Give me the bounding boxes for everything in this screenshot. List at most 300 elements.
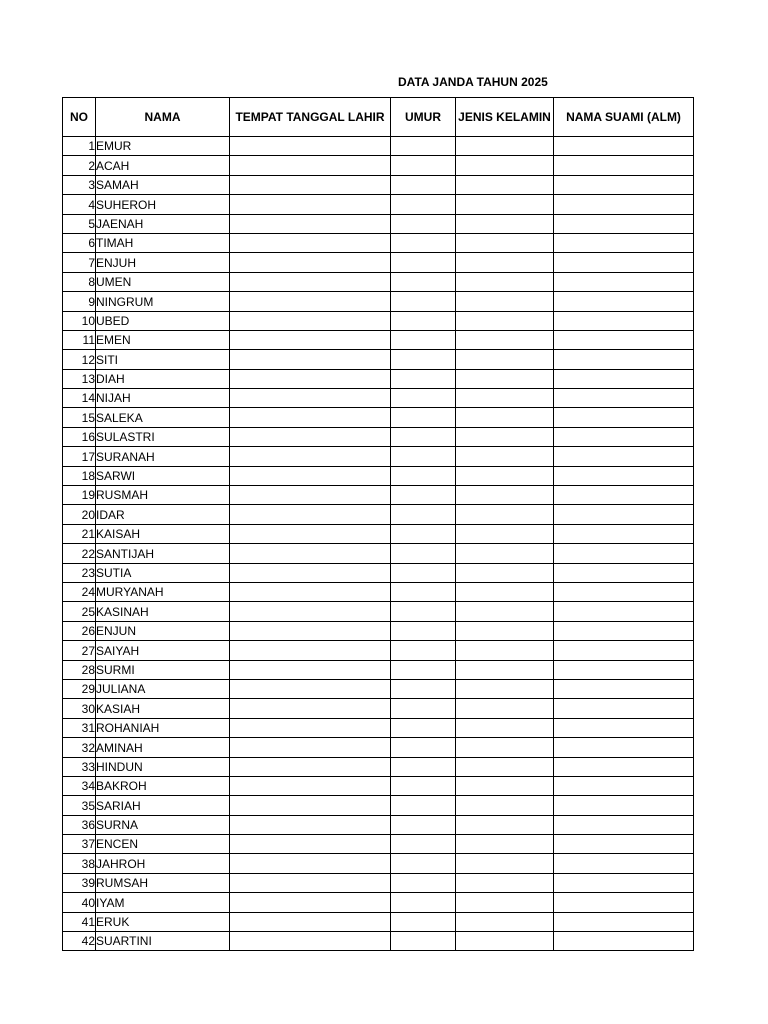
- cell-jenis-kelamin: [456, 156, 554, 175]
- cell-nama-suami: [554, 427, 694, 446]
- cell-nama: ROHANIAH: [96, 718, 230, 737]
- cell-nama-suami: [554, 272, 694, 291]
- cell-nama-suami: [554, 718, 694, 737]
- cell-tempat-tanggal-lahir: [230, 932, 391, 951]
- cell-nama: KASINAH: [96, 602, 230, 621]
- cell-no: 10: [63, 311, 96, 330]
- cell-umur: [391, 524, 456, 543]
- cell-nama: MURYANAH: [96, 582, 230, 601]
- cell-tempat-tanggal-lahir: [230, 621, 391, 640]
- cell-umur: [391, 699, 456, 718]
- cell-nama-suami: [554, 292, 694, 311]
- cell-nama: NIJAH: [96, 389, 230, 408]
- cell-nama: JAHROH: [96, 854, 230, 873]
- cell-jenis-kelamin: [456, 427, 554, 446]
- cell-umur: [391, 582, 456, 601]
- cell-tempat-tanggal-lahir: [230, 330, 391, 349]
- cell-no: 17: [63, 447, 96, 466]
- cell-tempat-tanggal-lahir: [230, 582, 391, 601]
- cell-no: 23: [63, 563, 96, 582]
- cell-umur: [391, 893, 456, 912]
- cell-jenis-kelamin: [456, 389, 554, 408]
- cell-jenis-kelamin: [456, 466, 554, 485]
- table-row: [63, 679, 694, 698]
- header-nama: NAMA: [96, 98, 230, 137]
- cell-nama-suami: [554, 195, 694, 214]
- cell-nama-suami: [554, 311, 694, 330]
- cell-nama: SARWI: [96, 466, 230, 485]
- cell-nama-suami: [554, 641, 694, 660]
- cell-jenis-kelamin: [456, 893, 554, 912]
- cell-umur: [391, 408, 456, 427]
- cell-no: 22: [63, 544, 96, 563]
- cell-jenis-kelamin: [456, 815, 554, 834]
- cell-no: 26: [63, 621, 96, 640]
- cell-jenis-kelamin: [456, 679, 554, 698]
- cell-nama-suami: [554, 932, 694, 951]
- cell-no: 36: [63, 815, 96, 834]
- cell-jenis-kelamin: [456, 544, 554, 563]
- cell-tempat-tanggal-lahir: [230, 233, 391, 252]
- cell-nama: KASIAH: [96, 699, 230, 718]
- cell-nama: ACAH: [96, 156, 230, 175]
- cell-umur: [391, 835, 456, 854]
- table-row: [63, 466, 694, 485]
- cell-umur: [391, 137, 456, 156]
- cell-nama-suami: [554, 912, 694, 931]
- cell-nama: SUTIA: [96, 563, 230, 582]
- table-header: [63, 98, 694, 137]
- table-row: [63, 233, 694, 252]
- cell-jenis-kelamin: [456, 350, 554, 369]
- cell-nama: SULASTRI: [96, 427, 230, 446]
- table-row: [63, 137, 694, 156]
- cell-no: 3: [63, 175, 96, 194]
- cell-nama-suami: [554, 408, 694, 427]
- cell-no: 1: [63, 137, 96, 156]
- cell-tempat-tanggal-lahir: [230, 350, 391, 369]
- cell-tempat-tanggal-lahir: [230, 505, 391, 524]
- cell-nama: SURMI: [96, 660, 230, 679]
- cell-nama-suami: [554, 137, 694, 156]
- cell-no: 13: [63, 369, 96, 388]
- table-row: [63, 350, 694, 369]
- table-row: [63, 699, 694, 718]
- cell-jenis-kelamin: [456, 137, 554, 156]
- cell-jenis-kelamin: [456, 272, 554, 291]
- cell-umur: [391, 932, 456, 951]
- cell-jenis-kelamin: [456, 563, 554, 582]
- cell-jenis-kelamin: [456, 621, 554, 640]
- cell-jenis-kelamin: [456, 408, 554, 427]
- cell-nama-suami: [554, 369, 694, 388]
- table-row: [63, 738, 694, 757]
- cell-no: 2: [63, 156, 96, 175]
- cell-umur: [391, 389, 456, 408]
- cell-tempat-tanggal-lahir: [230, 389, 391, 408]
- cell-nama: ENJUN: [96, 621, 230, 640]
- cell-nama: JULIANA: [96, 679, 230, 698]
- table-row: [63, 641, 694, 660]
- table-row: [63, 486, 694, 505]
- cell-nama-suami: [554, 602, 694, 621]
- table-row: [63, 175, 694, 194]
- cell-no: 35: [63, 796, 96, 815]
- cell-nama: ERUK: [96, 912, 230, 931]
- cell-tempat-tanggal-lahir: [230, 195, 391, 214]
- cell-umur: [391, 253, 456, 272]
- cell-nama: SANTIJAH: [96, 544, 230, 563]
- cell-umur: [391, 427, 456, 446]
- cell-nama-suami: [554, 796, 694, 815]
- table-row: [63, 912, 694, 931]
- table-row: [63, 602, 694, 621]
- table-row: [63, 893, 694, 912]
- header-umur: UMUR: [391, 98, 456, 137]
- cell-nama: UMEN: [96, 272, 230, 291]
- cell-no: 42: [63, 932, 96, 951]
- cell-no: 30: [63, 699, 96, 718]
- cell-jenis-kelamin: [456, 292, 554, 311]
- cell-tempat-tanggal-lahir: [230, 563, 391, 582]
- cell-tempat-tanggal-lahir: [230, 214, 391, 233]
- cell-jenis-kelamin: [456, 776, 554, 795]
- table-row: [63, 621, 694, 640]
- cell-nama: SUHEROH: [96, 195, 230, 214]
- cell-tempat-tanggal-lahir: [230, 835, 391, 854]
- table-row: [63, 582, 694, 601]
- table-row: [63, 796, 694, 815]
- cell-nama-suami: [554, 738, 694, 757]
- cell-no: 21: [63, 524, 96, 543]
- cell-no: 24: [63, 582, 96, 601]
- table-row: [63, 330, 694, 349]
- cell-nama: KAISAH: [96, 524, 230, 543]
- cell-tempat-tanggal-lahir: [230, 699, 391, 718]
- cell-nama-suami: [554, 486, 694, 505]
- cell-umur: [391, 350, 456, 369]
- cell-nama: BAKROH: [96, 776, 230, 795]
- cell-nama-suami: [554, 175, 694, 194]
- cell-jenis-kelamin: [456, 330, 554, 349]
- cell-no: 25: [63, 602, 96, 621]
- cell-nama-suami: [554, 544, 694, 563]
- cell-nama: RUSMAH: [96, 486, 230, 505]
- table-row: [63, 660, 694, 679]
- cell-umur: [391, 621, 456, 640]
- cell-no: 18: [63, 466, 96, 485]
- table-row: [63, 447, 694, 466]
- cell-nama: AMINAH: [96, 738, 230, 757]
- cell-umur: [391, 912, 456, 931]
- cell-umur: [391, 563, 456, 582]
- cell-tempat-tanggal-lahir: [230, 912, 391, 931]
- table-row: [63, 873, 694, 892]
- table-row: [63, 214, 694, 233]
- cell-nama-suami: [554, 563, 694, 582]
- cell-tempat-tanggal-lahir: [230, 679, 391, 698]
- cell-jenis-kelamin: [456, 214, 554, 233]
- cell-no: 41: [63, 912, 96, 931]
- cell-jenis-kelamin: [456, 873, 554, 892]
- cell-no: 5: [63, 214, 96, 233]
- cell-jenis-kelamin: [456, 233, 554, 252]
- cell-umur: [391, 544, 456, 563]
- cell-nama-suami: [554, 214, 694, 233]
- cell-tempat-tanggal-lahir: [230, 447, 391, 466]
- cell-umur: [391, 486, 456, 505]
- cell-tempat-tanggal-lahir: [230, 738, 391, 757]
- cell-umur: [391, 641, 456, 660]
- cell-umur: [391, 195, 456, 214]
- cell-tempat-tanggal-lahir: [230, 292, 391, 311]
- cell-no: 19: [63, 486, 96, 505]
- cell-nama-suami: [554, 330, 694, 349]
- cell-jenis-kelamin: [456, 369, 554, 388]
- cell-nama: RUMSAH: [96, 873, 230, 892]
- cell-nama-suami: [554, 893, 694, 912]
- table-row: [63, 272, 694, 291]
- cell-jenis-kelamin: [456, 486, 554, 505]
- cell-jenis-kelamin: [456, 602, 554, 621]
- cell-umur: [391, 796, 456, 815]
- cell-jenis-kelamin: [456, 912, 554, 931]
- cell-tempat-tanggal-lahir: [230, 486, 391, 505]
- table-row: [63, 932, 694, 951]
- cell-nama: IYAM: [96, 893, 230, 912]
- cell-tempat-tanggal-lahir: [230, 156, 391, 175]
- widow-data-table: [62, 97, 694, 951]
- header-tempat-tanggal-lahir: TEMPAT TANGGAL LAHIR: [230, 98, 391, 137]
- table-row: [63, 156, 694, 175]
- cell-nama: SITI: [96, 350, 230, 369]
- cell-tempat-tanggal-lahir: [230, 524, 391, 543]
- cell-umur: [391, 369, 456, 388]
- cell-umur: [391, 660, 456, 679]
- cell-nama-suami: [554, 679, 694, 698]
- table-row: [63, 815, 694, 834]
- cell-umur: [391, 466, 456, 485]
- cell-nama: TIMAH: [96, 233, 230, 252]
- cell-no: 8: [63, 272, 96, 291]
- cell-umur: [391, 214, 456, 233]
- cell-nama-suami: [554, 505, 694, 524]
- cell-tempat-tanggal-lahir: [230, 466, 391, 485]
- table-row: [63, 292, 694, 311]
- cell-tempat-tanggal-lahir: [230, 718, 391, 737]
- cell-no: 11: [63, 330, 96, 349]
- table-row: [63, 311, 694, 330]
- table-row: [63, 389, 694, 408]
- document-title: DATA JANDA TAHUN 2025: [398, 75, 548, 89]
- cell-tempat-tanggal-lahir: [230, 893, 391, 912]
- cell-jenis-kelamin: [456, 582, 554, 601]
- cell-nama-suami: [554, 582, 694, 601]
- cell-jenis-kelamin: [456, 718, 554, 737]
- cell-nama-suami: [554, 854, 694, 873]
- cell-umur: [391, 718, 456, 737]
- cell-umur: [391, 757, 456, 776]
- cell-tempat-tanggal-lahir: [230, 311, 391, 330]
- cell-no: 37: [63, 835, 96, 854]
- cell-umur: [391, 602, 456, 621]
- cell-tempat-tanggal-lahir: [230, 854, 391, 873]
- cell-umur: [391, 175, 456, 194]
- cell-jenis-kelamin: [456, 505, 554, 524]
- cell-jenis-kelamin: [456, 932, 554, 951]
- cell-nama: HINDUN: [96, 757, 230, 776]
- cell-jenis-kelamin: [456, 738, 554, 757]
- cell-jenis-kelamin: [456, 641, 554, 660]
- cell-nama-suami: [554, 815, 694, 834]
- cell-nama: SAIYAH: [96, 641, 230, 660]
- cell-umur: [391, 776, 456, 795]
- cell-nama: DIAH: [96, 369, 230, 388]
- cell-tempat-tanggal-lahir: [230, 408, 391, 427]
- table-row: [63, 408, 694, 427]
- cell-umur: [391, 311, 456, 330]
- cell-umur: [391, 505, 456, 524]
- cell-tempat-tanggal-lahir: [230, 253, 391, 272]
- cell-nama-suami: [554, 621, 694, 640]
- cell-nama-suami: [554, 233, 694, 252]
- table-body: [63, 137, 694, 951]
- cell-no: 31: [63, 718, 96, 737]
- cell-tempat-tanggal-lahir: [230, 602, 391, 621]
- cell-nama-suami: [554, 699, 694, 718]
- cell-no: 12: [63, 350, 96, 369]
- cell-no: 38: [63, 854, 96, 873]
- cell-no: 4: [63, 195, 96, 214]
- cell-nama: SURNA: [96, 815, 230, 834]
- cell-nama: NINGRUM: [96, 292, 230, 311]
- cell-nama-suami: [554, 835, 694, 854]
- cell-tempat-tanggal-lahir: [230, 427, 391, 446]
- cell-tempat-tanggal-lahir: [230, 175, 391, 194]
- cell-no: 32: [63, 738, 96, 757]
- header-no: NO: [63, 98, 96, 137]
- cell-nama-suami: [554, 660, 694, 679]
- cell-tempat-tanggal-lahir: [230, 660, 391, 679]
- table-row: [63, 524, 694, 543]
- cell-umur: [391, 330, 456, 349]
- cell-nama-suami: [554, 350, 694, 369]
- cell-no: 9: [63, 292, 96, 311]
- cell-nama: EMEN: [96, 330, 230, 349]
- cell-nama: ENJUH: [96, 253, 230, 272]
- cell-tempat-tanggal-lahir: [230, 369, 391, 388]
- cell-no: 27: [63, 641, 96, 660]
- cell-jenis-kelamin: [456, 253, 554, 272]
- cell-nama-suami: [554, 524, 694, 543]
- cell-tempat-tanggal-lahir: [230, 776, 391, 795]
- cell-nama: SALEKA: [96, 408, 230, 427]
- cell-jenis-kelamin: [456, 311, 554, 330]
- cell-nama: SAMAH: [96, 175, 230, 194]
- cell-jenis-kelamin: [456, 699, 554, 718]
- table-row: [63, 776, 694, 795]
- table-row: [63, 718, 694, 737]
- table-row: [63, 427, 694, 446]
- header-nama-suami: NAMA SUAMI (ALM): [554, 98, 694, 137]
- cell-umur: [391, 292, 456, 311]
- cell-tempat-tanggal-lahir: [230, 873, 391, 892]
- cell-tempat-tanggal-lahir: [230, 544, 391, 563]
- cell-no: 15: [63, 408, 96, 427]
- cell-nama: SARIAH: [96, 796, 230, 815]
- cell-nama: SURANAH: [96, 447, 230, 466]
- table-row: [63, 757, 694, 776]
- cell-jenis-kelamin: [456, 524, 554, 543]
- cell-nama: IDAR: [96, 505, 230, 524]
- cell-no: 34: [63, 776, 96, 795]
- cell-nama: JAENAH: [96, 214, 230, 233]
- table-row: [63, 854, 694, 873]
- cell-tempat-tanggal-lahir: [230, 641, 391, 660]
- cell-umur: [391, 272, 456, 291]
- cell-jenis-kelamin: [456, 660, 554, 679]
- cell-umur: [391, 815, 456, 834]
- table-row: [63, 369, 694, 388]
- table-row: [63, 563, 694, 582]
- table-row: [63, 253, 694, 272]
- cell-jenis-kelamin: [456, 835, 554, 854]
- cell-tempat-tanggal-lahir: [230, 815, 391, 834]
- cell-nama: EMUR: [96, 137, 230, 156]
- table-row: [63, 195, 694, 214]
- header-jenis-kelamin: JENIS KELAMIN: [456, 98, 554, 137]
- cell-nama-suami: [554, 447, 694, 466]
- cell-jenis-kelamin: [456, 757, 554, 776]
- cell-umur: [391, 679, 456, 698]
- cell-no: 20: [63, 505, 96, 524]
- cell-umur: [391, 156, 456, 175]
- cell-no: 28: [63, 660, 96, 679]
- cell-nama-suami: [554, 253, 694, 272]
- cell-nama-suami: [554, 757, 694, 776]
- cell-tempat-tanggal-lahir: [230, 757, 391, 776]
- cell-nama: UBED: [96, 311, 230, 330]
- table-row: [63, 544, 694, 563]
- cell-umur: [391, 738, 456, 757]
- cell-nama: ENCEN: [96, 835, 230, 854]
- cell-nama-suami: [554, 776, 694, 795]
- cell-tempat-tanggal-lahir: [230, 272, 391, 291]
- cell-jenis-kelamin: [456, 796, 554, 815]
- cell-umur: [391, 873, 456, 892]
- cell-no: 40: [63, 893, 96, 912]
- cell-no: 29: [63, 679, 96, 698]
- cell-jenis-kelamin: [456, 854, 554, 873]
- cell-no: 39: [63, 873, 96, 892]
- cell-nama-suami: [554, 389, 694, 408]
- table-row: [63, 505, 694, 524]
- cell-nama-suami: [554, 156, 694, 175]
- cell-tempat-tanggal-lahir: [230, 796, 391, 815]
- cell-umur: [391, 233, 456, 252]
- cell-no: 7: [63, 253, 96, 272]
- cell-nama-suami: [554, 466, 694, 485]
- cell-no: 6: [63, 233, 96, 252]
- table-row: [63, 835, 694, 854]
- cell-umur: [391, 447, 456, 466]
- header-row: [63, 98, 694, 137]
- cell-nama: SUARTINI: [96, 932, 230, 951]
- cell-no: 14: [63, 389, 96, 408]
- cell-tempat-tanggal-lahir: [230, 137, 391, 156]
- cell-no: 16: [63, 427, 96, 446]
- cell-nama-suami: [554, 873, 694, 892]
